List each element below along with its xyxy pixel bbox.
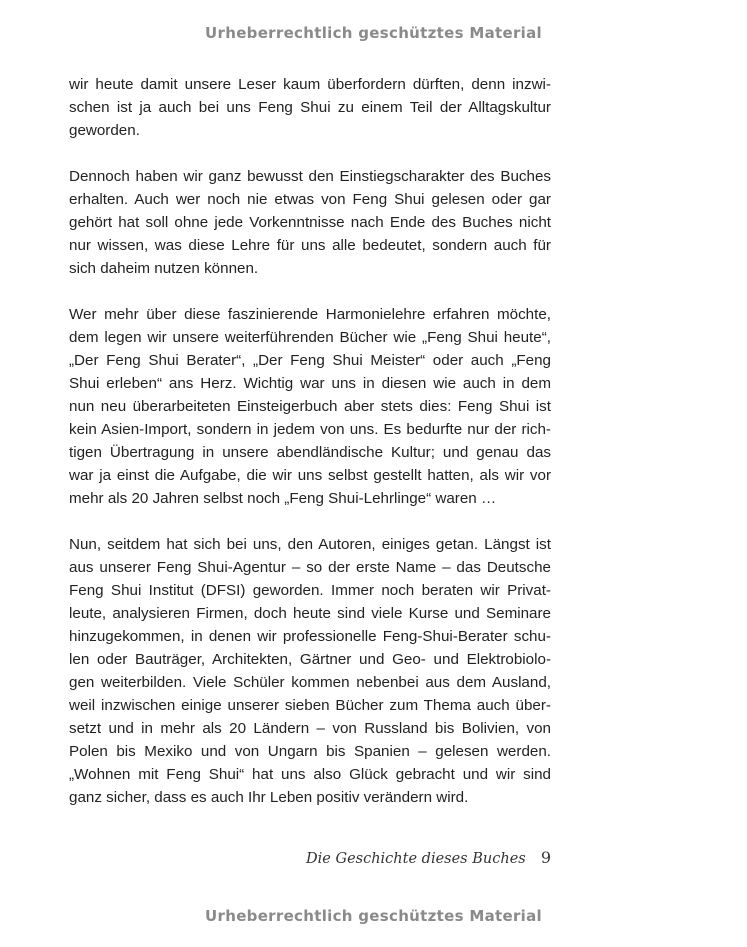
page-number: 9 (540, 848, 551, 867)
text-line: leute, analysieren Firmen, doch heute sind viele Kurse und Seminare (69, 605, 551, 622)
text-line: wir heute damit unsere Leser kaum überfordern dürften, denn inzwi- (69, 76, 551, 93)
body-text (69, 73, 551, 832)
text-line: Wer mehr über diese faszinierende Harmonielehre erfahren möchte, (69, 306, 551, 323)
text-line: erhalten. Auch wer noch nie etwas von Feng Shui gelesen oder gar (69, 191, 551, 208)
text-line: dem legen wir unsere weiterführenden Bücher wie „Feng Shui heute“, (69, 329, 551, 346)
paragraph-2 (69, 165, 551, 280)
text-line: gen weiterbilden. Viele Schüler kommen nebenbei aus dem Ausland, (69, 674, 551, 691)
paragraph-4 (69, 533, 551, 809)
text-line: schen ist ja auch bei uns Feng Shui zu einem Teil der Alltagskultur (69, 99, 551, 116)
text-line: sich daheim nutzen können. (69, 260, 259, 277)
running-footer-title: Die Geschichte dieses Buches (306, 851, 526, 867)
paragraph-1 (69, 73, 551, 142)
watermark-bottom: Urheberrechtlich geschütztes Material (205, 907, 542, 925)
text-line: len oder Bauträger, Architekten, Gärtner und Geo- und Elektrobiolo- (69, 651, 551, 668)
text-line: „Der Feng Shui Berater“, „Der Feng Shui Meister“ oder auch „Feng (69, 352, 551, 369)
text-line: Feng Shui Institut (DFSI) geworden. Immer noch beraten wir Privat- (69, 582, 551, 599)
text-line: weil inzwischen einige unserer sieben Bücher zum Thema auch über- (69, 697, 551, 714)
text-line: mehr als 20 Jahren selbst noch „Feng Shui-Lehrlinge“ waren … (69, 490, 497, 507)
text-line: aus unserer Feng Shui-Agentur – so der erste Name – das Deutsche (69, 559, 551, 576)
watermark-top: Urheberrechtlich geschütztes Material (205, 24, 542, 42)
text-line: setzt und in mehr als 20 Ländern – von Russland bis Bolivien, von (69, 720, 551, 737)
text-line: nur wissen, was diese Lehre für uns alle bedeutet, sondern auch für (69, 237, 551, 254)
text-line: hinzugekommen, in denen wir professionelle Feng-Shui-Berater schu- (69, 628, 551, 645)
text-line: nun neu überarbeiteten Einsteigerbuch aber stets dies: Feng Shui ist (69, 398, 551, 415)
text-line: geworden. (69, 122, 140, 139)
text-line: kein Asien-Import, sondern in jedem von uns. Es bedurfte nur der rich- (69, 421, 551, 438)
text-line: tigen Übertragung in unsere abendländische Kultur; und genau das (69, 444, 551, 461)
text-line: Shui erleben“ ans Herz. Wichtig war uns in diesen wie auch in dem (69, 375, 551, 392)
text-line: Polen bis Mexiko und von Ungarn bis Spanien – gelesen werden. (69, 743, 551, 760)
text-line: Nun, seitdem hat sich bei uns, den Autoren, einiges getan. Längst ist (69, 536, 551, 553)
text-line: Dennoch haben wir ganz bewusst den Einstiegscharakter des Buches (69, 168, 551, 185)
page-footer (306, 848, 551, 867)
text-line: ganz sicher, dass es auch Ihr Leben positiv verändern wird. (69, 789, 469, 806)
text-line: war ja einst die Aufgabe, die wir uns selbst gestellt hatten, als wir vor (69, 467, 551, 484)
paragraph-3 (69, 303, 551, 510)
text-line: „Wohnen mit Feng Shui“ hat uns also Glück gebracht und wir sind (69, 766, 551, 783)
text-line: gehört hat soll ohne jede Vorkenntnisse nach Ende des Buches nicht (69, 214, 551, 231)
